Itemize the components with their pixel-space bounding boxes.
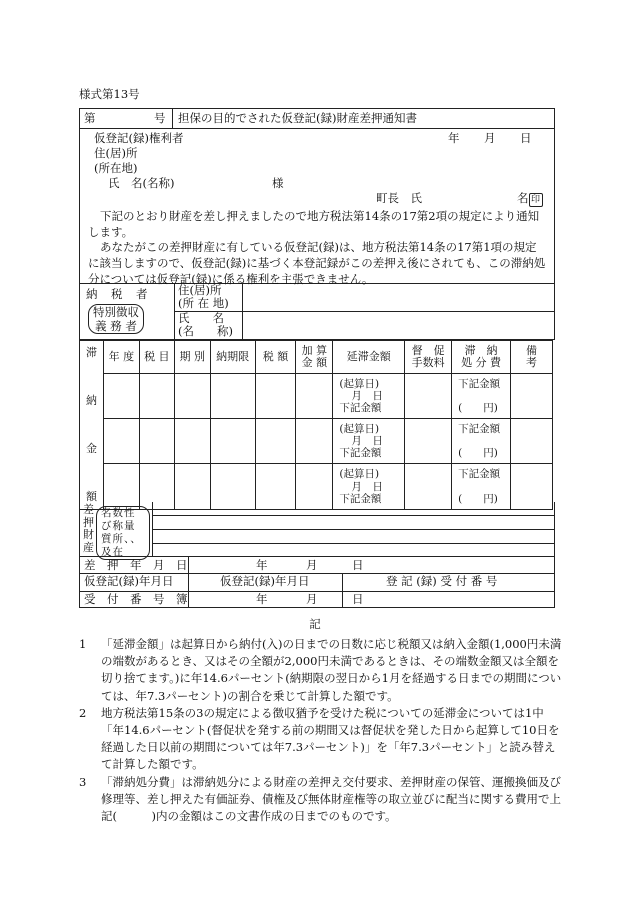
arrears-row — [80, 419, 553, 464]
seized-property-section — [79, 502, 555, 557]
header-demand-fee: 督 促 手数料 — [405, 341, 452, 374]
delinquency-cell: (起算日) 月 日 下記金額 — [333, 374, 405, 419]
seized-property-inner-label: 名数性び称量質所、、及在 — [96, 506, 150, 560]
location-label: (所在地) — [94, 161, 138, 175]
reg-number-label: 登 記 (録) 受 付 番 号 — [386, 574, 498, 588]
header-tax-amount: 税 額 — [255, 341, 296, 374]
note-item: 3 「滞納処分費」は滞納処分による財産の差押え交付要求、差押財産の保管、運搬換価及び修理等、差し押えた有価証券、債権及び無体財産権等の取立並びに配当に関する費用で上記( )内の金額はこの文書作成の日までのものです。 — [79, 774, 561, 824]
seal-mark: 印 — [529, 193, 543, 207]
tp-name-label-1: 氏 名 — [178, 311, 224, 325]
notice-section — [79, 108, 555, 284]
seizure-year: 年 — [256, 558, 268, 572]
disposal-cell: 下記金額 ( 円) — [452, 464, 511, 510]
delinquency-cell: (起算日) 月 日 下記金額 — [333, 464, 405, 510]
document-title: 担保の目的でされた仮登記(録)財産差押通知書 — [178, 111, 417, 125]
honorific: 様 — [272, 176, 284, 190]
name-label: 氏 名(名称) — [108, 176, 175, 190]
footer-rows — [79, 557, 555, 608]
tp-residence-label-2: (所 在 地) — [178, 296, 229, 310]
number-prefix: 第 — [84, 111, 96, 125]
mayor-name-suffix: 名 印 — [517, 192, 543, 207]
notes-list — [79, 636, 563, 825]
delinquency-cell: (起算日) 月 日 下記金額 — [333, 419, 405, 464]
reception-month: 月 — [306, 592, 318, 606]
notes-heading: 記 — [309, 617, 321, 631]
date-month: 月 — [484, 131, 496, 145]
collection-obligor-label: 特別徴収 義 務 者 — [88, 304, 144, 334]
disposal-cell: 下記金額 ( 円) — [452, 419, 511, 464]
reception-year: 年 — [256, 592, 268, 606]
arrears-row — [80, 374, 553, 419]
seized-property-side-label: 差 押 財 産 — [83, 503, 94, 554]
residence-label: 住(居)所 — [94, 146, 138, 160]
date-day: 日 — [520, 131, 532, 145]
note-item: 1 「延滞金額」は起算日から納付(入)の日までの日数に応じ税額又は納入金額(1,000円未満の端数があるとき、又はその全額が2,000円未満であるときは、その端数金額又は全額を切り捨てます。)に年14.6パーセント(納期限の翌日から1月を経過する日までの期間については、年7.3パーセント)の割合を乗じて計算した額です。 — [79, 637, 562, 703]
header-due-date: 納期限 — [210, 341, 255, 374]
seizure-month: 月 — [306, 558, 318, 572]
arrears-side-label: 滞 納 金 額 — [80, 341, 104, 510]
reception-book-label: 受 付 番 号 簿 — [84, 592, 188, 606]
arrears-table — [79, 340, 553, 510]
form-number: 様式第13号 — [79, 87, 140, 101]
header-delinquency: 延滞金額 — [333, 341, 405, 374]
seizure-day: 日 — [352, 558, 364, 572]
notice-paragraph-2: あなたがこの差押財産に有している仮登記(録)は、地方税法第14条の17第1項の規定に該当しますので、仮登記(録)に基づく本登記録がこの差押え後にされても、この滞納処分については仮登記(録)に係る権利を主張できません。 — [88, 240, 546, 286]
reception-day: 日 — [352, 592, 364, 606]
header-installment: 期 別 — [174, 341, 210, 374]
tp-name-label-2: (名 称) — [178, 324, 233, 338]
note-item: 2 地方税法第15条の3の規定による徴収猶予を受けた税についての延滞金については1中「年14.6パーセント(督促状を発する前の期間又は督促状を発した日から起算して10日を経過した日以前の期間については年7.3パーセント)」を「年7.3パーセント」と読み替えて計算した額です。 — [79, 705, 560, 772]
taxpayer-section — [79, 284, 555, 340]
arrears-section — [79, 340, 555, 505]
prov-reg-date-label: 仮登記(録)年月日 — [84, 574, 174, 588]
seizure-date-label: 差 押 年 月 日 — [84, 558, 188, 572]
taxpayer-label: 納 税 者 — [86, 287, 149, 301]
tp-residence-label-1: 住(居)所 — [178, 283, 222, 297]
prov-reg-date-label-2: 仮登記(録)年月日 — [220, 574, 310, 588]
mayor-label: 町長 氏 — [376, 191, 422, 205]
date-year: 年 — [448, 131, 460, 145]
header-year: 年 度 — [103, 341, 139, 374]
holder-label: 仮登記(録)権利者 — [94, 131, 184, 145]
header-disposal-fee: 滞 納 処 分 費 — [452, 341, 511, 374]
header-remarks: 備 考 — [511, 341, 553, 374]
notice-paragraph-1: 下記のとおり財産を差し押えましたので地方税法第14条の17第2項の規定により通知します。 — [88, 209, 540, 239]
header-penalty: 加 算 金 額 — [296, 341, 333, 374]
disposal-cell: 下記金額 ( 円) — [452, 374, 511, 419]
number-suffix: 号 — [154, 111, 166, 125]
header-tax-item: 税 目 — [139, 341, 174, 374]
